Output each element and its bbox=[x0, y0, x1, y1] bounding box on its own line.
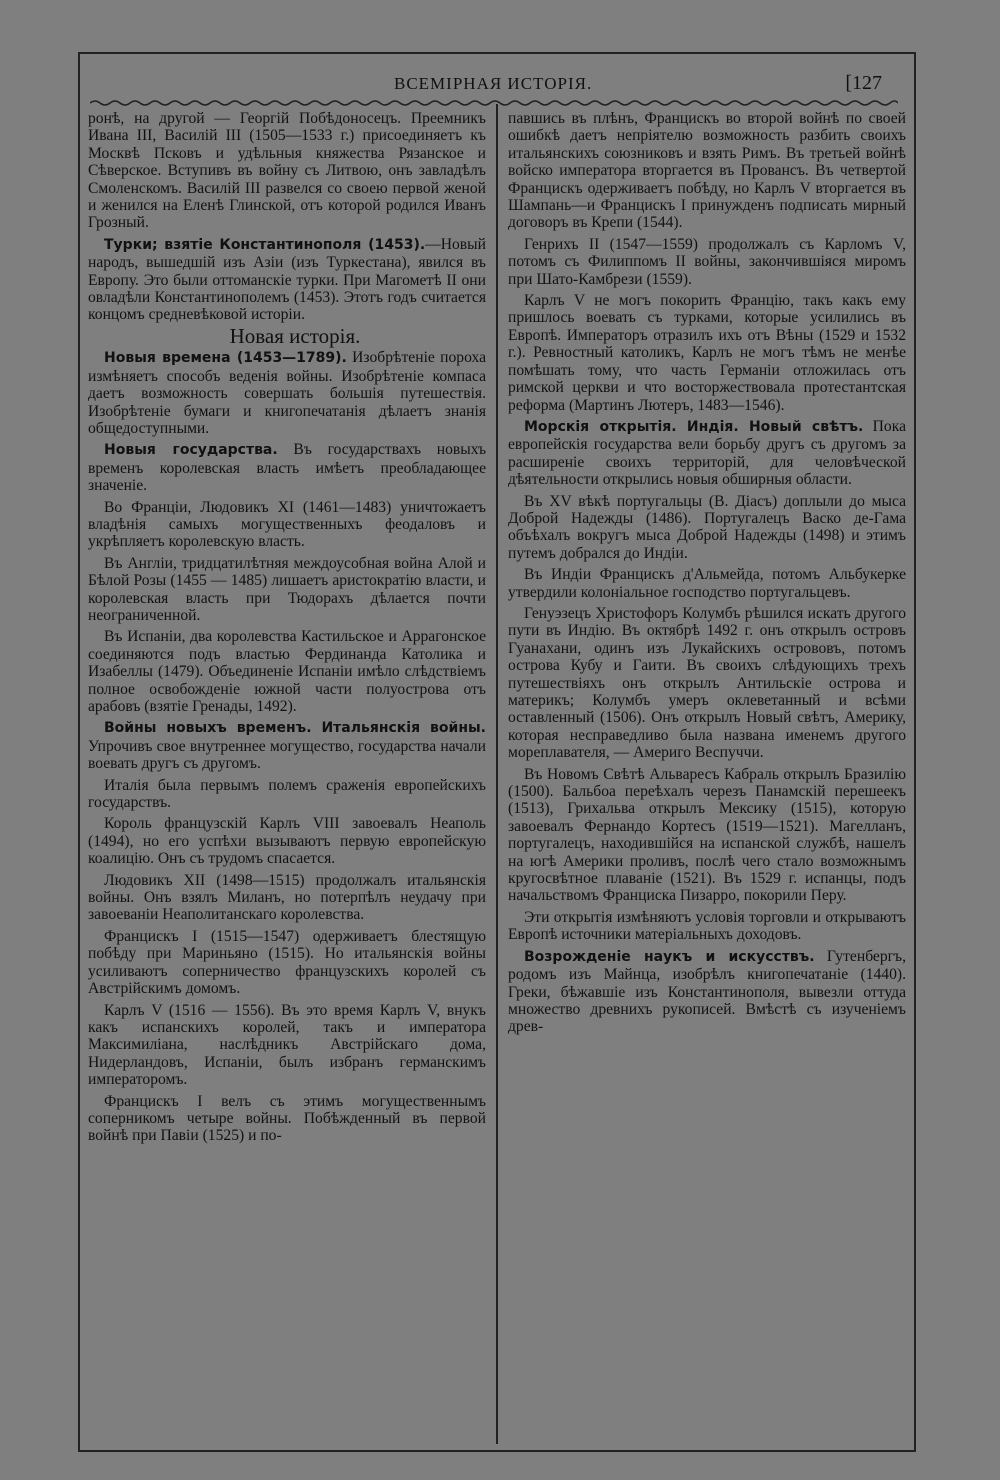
left-column bbox=[88, 110, 486, 1149]
run-in-heading: Турки; взятіе Константинополя (1453). bbox=[104, 236, 426, 253]
run-in-heading: Войны новыхъ временъ. Итальянскія войны. bbox=[104, 720, 486, 737]
run-in-heading: Возрожденіе наукъ и искусствъ. bbox=[524, 948, 815, 965]
run-in-heading: Новыя государства. bbox=[104, 442, 278, 459]
paragraph: Генрихъ II (1547—1559) продолжалъ съ Карломъ V, потомъ съ Филиппомъ II войны, закончившіяся миромъ при Шато-Камбрези (1559). bbox=[508, 235, 906, 288]
paragraph: Людовикъ XII (1498—1515) продолжалъ итальянскія войны. Онъ взялъ Миланъ, но потерпѣлъ неудачу при завоеваніи Неаполитанскаго королевства. bbox=[88, 871, 486, 924]
paragraph: Карлъ V (1516 — 1556). Въ это время Карлъ V, внукъ какъ испанскихъ королей, такъ и императора Максимиліана, наслѣдникъ Австрійскаго дома, Нидерландовъ, Испаніи, былъ избранъ германскимъ императоромъ. bbox=[88, 1001, 486, 1089]
paragraph: Въ XV вѣкѣ португальцы (В. Діасъ) доплыли до мыса Доброй Надежды (1486). Португалецъ Васко де-Гама объѣхалъ вокругъ мыса Доброй Надежды (1498) и этимъ путемъ добрался до Индіи. bbox=[508, 492, 906, 562]
paragraph: ронѣ, на другой — Георгій Побѣдоносецъ. Преемникъ Ивана III, Василій III (1505—1533 г.) присоединяетъ къ Москвѣ Псковъ и удѣльныя княжества Рязанское и Сѣверское. Вступивъ въ войну съ Литвою, онъ завладѣлъ Смоленскомъ. Василій III развелся со своею первой женой и женился на Еленѣ Глинской, отъ которой родился Иванъ Грозный. bbox=[88, 110, 486, 232]
paragraph: Въ Испаніи, два королевства Кастильское и Аррагонское соединяются подъ властью Фердинанда Католика и Изабеллы (1479). Объединеніе Испаніи имѣло слѣдствіемъ полное освобожденіе южной части полуострова отъ арабовъ (взятіе Гренады, 1492). bbox=[88, 628, 486, 715]
paragraph: Францискъ I (1515—1547) одерживаетъ блестящую побѣду при Мариньяно (1515). Но итальянскія войны усиливаютъ соперничество французскихъ королей съ Австрійскимъ домомъ. bbox=[88, 927, 486, 998]
paragraph: Карлъ V не могъ покорить Францію, такъ какъ ему пришлось воевать съ турками, которые усилились въ Европѣ. Императоръ отразилъ ихъ отъ Вѣны (1529 и 1532 г.). Ревностный католикъ, Карлъ не могъ тѣмъ не менѣе помѣшать тому, что часть Германіи отложилась отъ римской церкви и что восторжествовала протестантская реформа (Мартинъ Лютеръ, 1483—1546). bbox=[508, 292, 906, 414]
paragraph: Король французскій Карлъ VIII завоевалъ Неаполь (1494), но его успѣхи вызываютъ первую европейскую коалицію. Онъ съ трудомъ спасается. bbox=[88, 815, 486, 868]
run-in-heading: Новыя времена (1453—1789). bbox=[104, 350, 347, 367]
paragraph: Генуэзецъ Христофоръ Колумбъ рѣшился искать другого пути въ Индію. Въ октябрѣ 1492 г. онъ открылъ островъ Гуанахани, одинъ изъ Лукайскихъ острововъ, потомъ острова Кубу и Гаити. Въ своихъ слѣдующихъ трехъ путешествіяхъ онъ открылъ Антильскіе острова и материкъ; Колумбъ умеръ оклеветанный и всѣми оставленный (1506). Онъ открылъ Новый свѣтъ, Америку, которая несправедливо была названа именемъ другого мореплавателя, — Америго Веспуччи. bbox=[508, 604, 906, 762]
paragraph: Въ Англіи, тридцатилѣтняя междоусобная война Алой и Бѣлой Розы (1455 — 1485) лишаетъ аристократію власти, и королевская власть при Тюдорахъ дѣлается почти неограниченной. bbox=[88, 554, 486, 624]
run-in-heading: Морскія открытія. Индія. Новый свѣтъ. bbox=[524, 418, 864, 435]
paragraph: Новыя государства. Въ государствахъ новыхъ временъ королевская власть имѣетъ преобладающее значеніе. bbox=[88, 441, 487, 495]
page-number: [127 bbox=[845, 72, 882, 94]
paragraph: Эти открытія измѣняютъ условія торговли и открываютъ Европѣ источники матеріальныхъ доходовъ. bbox=[508, 908, 906, 944]
column-divider bbox=[496, 104, 498, 1444]
running-header bbox=[80, 72, 910, 96]
paragraph: Новыя времена (1453—1789). Изобрѣтеніе пороха измѣняетъ способъ веденія войны. Изобрѣтеніе компаса даетъ возможность совершать большія путешествія. Изобрѣтеніе бумаги и книгопечатанія дѣлаетъ знанія общедоступными. bbox=[88, 349, 486, 437]
paragraph: павшись въ плѣнъ, Францискъ во второй войнѣ по своей ошибкѣ даетъ непріятелю возможность разбить своихъ итальянскихъ союзниковъ и взять Римъ. Въ третьей войнѣ войско императора вторгается въ Провансъ. Въ четвертой Францискъ одерживаетъ побѣду, но Карлъ V вторгается въ Шампань—и Францискъ I принужденъ подписать мирный договоръ въ Крепи (1544). bbox=[508, 110, 906, 232]
paragraph: Италія была первымъ полемъ сраженія европейскихъ государствъ. bbox=[88, 776, 486, 812]
paragraph: Турки; взятіе Константинополя (1453).—Новый народъ, вышедшій изъ Азіи (изъ Туркестана), явился въ Европу. Это были оттоманскіе турки. При Магометѣ II они овладѣли Константинополемъ (1453). Этотъ годъ считается концомъ средневѣковой исторіи. bbox=[88, 235, 486, 324]
header-wavy-rule bbox=[90, 98, 898, 108]
paragraph: Войны новыхъ временъ. Итальянскія войны. Упрочивъ свое внутреннее могущество, государства начали воевать другъ съ другомъ. bbox=[88, 720, 486, 773]
header-title: ВСЕМІРНАЯ ИСТОРІЯ. bbox=[394, 74, 593, 93]
section-heading: Новая исторія. bbox=[229, 323, 361, 348]
right-column bbox=[508, 110, 906, 1040]
paragraph: Морскія открытія. Индія. Новый свѣтъ. Пока европейскія государства вели борьбу другъ съ другомъ за расширеніе своихъ территорій, для человѣческой дѣятельности открылись новыя обширныя области. bbox=[508, 417, 906, 489]
paragraph: Возрожденіе наукъ и искусствъ. Гутенбергъ, родомъ изъ Майнца, изобрѣлъ книгопечатаніе (1440). Греки, бѣжавшіе изъ Константинополя, вывезли оттуда множество древнихъ рукописей. Вмѣстѣ съ изученіемъ древ- bbox=[508, 947, 906, 1036]
paragraph: Во Франціи, Людовикъ XI (1461—1483) уничтожаетъ владѣнія самыхъ могущественныхъ феодаловъ и укрѣпляетъ королевскую власть. bbox=[88, 498, 486, 551]
paragraph: Францискъ I велъ съ этимъ могущественнымъ соперникомъ четыре войны. Побѣжденный въ первой войнѣ при Павіи (1525) и по- bbox=[88, 1092, 486, 1145]
paragraph: Въ Индіи Францискъ д'Альмейда, потомъ Альбукерке утвердили колоніальное господство португальцевъ. bbox=[508, 566, 906, 601]
paragraph: Въ Новомъ Свѣтѣ Альваресъ Кабраль открылъ Бразилію (1500). Бальбоа переѣхалъ черезъ Панамскій перешеекъ (1513), Грихальва открылъ Мексику (1515), которую завоевалъ Фернандо Кортесъ (1519—1521). Магелланъ, португалецъ, находившійся на испанской службѣ, нашелъ на югѣ Америки проливъ, послѣ чего стало возможнымъ кругосвѣтное плаваніе (1521). Въ 1529 г. испанцы, подъ начальствомъ Франциска Пизарро, покорили Перу. bbox=[508, 765, 906, 905]
